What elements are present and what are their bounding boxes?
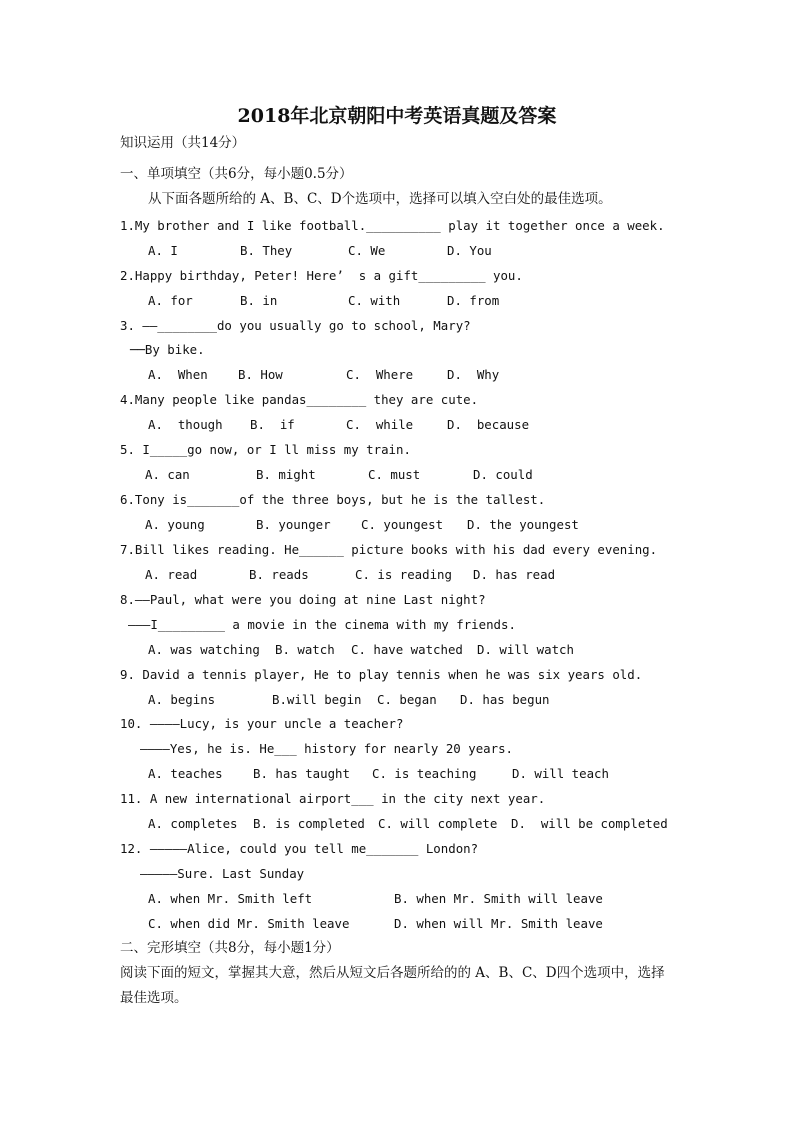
question-4-text: 4.Many people like pandas________ they are cute. [120,392,479,407]
page-title: 2018年北京朝阳中考英语真题及答案 [237,105,557,127]
q7-option-a: A. read [145,567,198,582]
q7-option-d: D. has read [473,567,556,582]
q2-option-c: C. with [348,293,401,308]
q3-option-a: A. When [148,367,208,382]
question-3-text: 3. ——________do you usually go to school, Mary? [120,318,471,333]
q4-option-a: A. though [148,417,223,432]
q1-option-d: D. You [447,243,492,258]
q12-option-c: C. when did Mr. Smith leave [148,916,350,931]
q1-option-c: C. We [348,243,386,258]
question-6-text: 6.Tony is_______of the three boys, but he is the tallest. [120,492,546,507]
q6-option-b: B. younger [256,517,331,532]
question-12-answer-line: —————Sure. Last Sunday [140,866,305,881]
q10-option-c: C. is teaching [372,766,477,781]
q2-option-b: B. in [240,293,278,308]
question-2-text: 2.Happy birthday, Peter! Here’ s a gift_________ you. [120,268,523,283]
q4-option-b: B. if [250,417,295,432]
q8-option-d: D. will watch [477,642,574,657]
q11-option-b: B. is completed [253,816,365,831]
part2-instruction-line2: 最佳选项。 [120,990,188,1006]
q9-option-d: D. has begun [460,692,550,707]
q9-option-a: A. begins [148,692,216,707]
q5-option-c: C. must [368,467,421,482]
part1-heading: 一、单项填空（共6分，每小题0.5分） [120,166,353,182]
q5-option-a: A. can [145,467,190,482]
q8-option-c: C. have watched [351,642,463,657]
q10-option-d: D. will teach [512,766,609,781]
question-8-text: 8.——Paul, what were you doing at nine Last night? [120,592,486,607]
q10-option-b: B. has taught [253,766,350,781]
q7-option-b: B. reads [249,567,309,582]
q12-option-d: D. when will Mr. Smith leave [394,916,603,931]
q8-option-b: B. watch [275,642,335,657]
q11-option-c: C. will complete [378,816,498,831]
q9-option-b: B.will begin [272,692,362,707]
q12-option-b: B. when Mr. Smith will leave [394,891,603,906]
q6-option-d: D. the youngest [467,517,579,532]
question-12-text: 12. —————Alice, could you tell me_______ London? [120,841,479,856]
q6-option-c: C. youngest [361,517,444,532]
question-8-answer-line: ———I_________ a movie in the cinema with my friends. [128,617,516,632]
q11-option-a: A. completes [148,816,238,831]
part1-instruction: 从下面各题所给的 A、B、C、D个选项中，选择可以填入空白处的最佳选项。 [148,191,612,207]
question-7-text: 7.Bill likes reading. He______ picture books with his dad every evening. [120,542,658,557]
q11-option-d: D. will be completed [511,816,668,831]
q3-option-d: D. Why [447,367,500,382]
q4-option-c: C. while [346,417,414,432]
question-10-answer-line: ————Yes, he is. He___ history for nearly 20 years. [140,741,513,756]
q3-option-c: C. Where [346,367,414,382]
question-5-text: 5. I_____go now, or I ll miss my train. [120,442,411,457]
q4-option-d: D. because [447,417,530,432]
question-9-text: 9. David a tennis player, He to play tennis when he was six years old. [120,667,643,682]
question-11-text: 11. A new international airport___ in the city next year. [120,791,546,806]
part2-heading: 二、完形填空（共8分，每小题1分） [120,940,340,956]
q1-option-a: A. I [148,243,178,258]
question-10-text: 10. ————Lucy, is your uncle a teacher? [120,716,404,731]
q3-option-b: B. How [238,367,283,382]
q9-option-c: C. began [377,692,437,707]
question-1-text: 1.My brother and I like football.__________ play it together once a week. [120,218,665,233]
q8-option-a: A. was watching [148,642,260,657]
q10-option-a: A. teaches [148,766,223,781]
q2-option-a: A. for [148,293,193,308]
q5-option-d: D. could [473,467,533,482]
section-header: 知识运用（共14分） [120,135,246,151]
q2-option-d: D. from [447,293,500,308]
q5-option-b: B. might [256,467,316,482]
question-3-answer-line: ──By bike. [130,342,205,357]
q7-option-c: C. is reading [355,567,452,582]
part2-instruction-line1: 阅读下面的短文，掌握其大意，然后从短文后各题所给的的 A、B、C、D四个选项中，选择 [120,965,665,981]
q6-option-a: A. young [145,517,205,532]
q1-option-b: B. They [240,243,293,258]
q12-option-a: A. when Mr. Smith left [148,891,313,906]
